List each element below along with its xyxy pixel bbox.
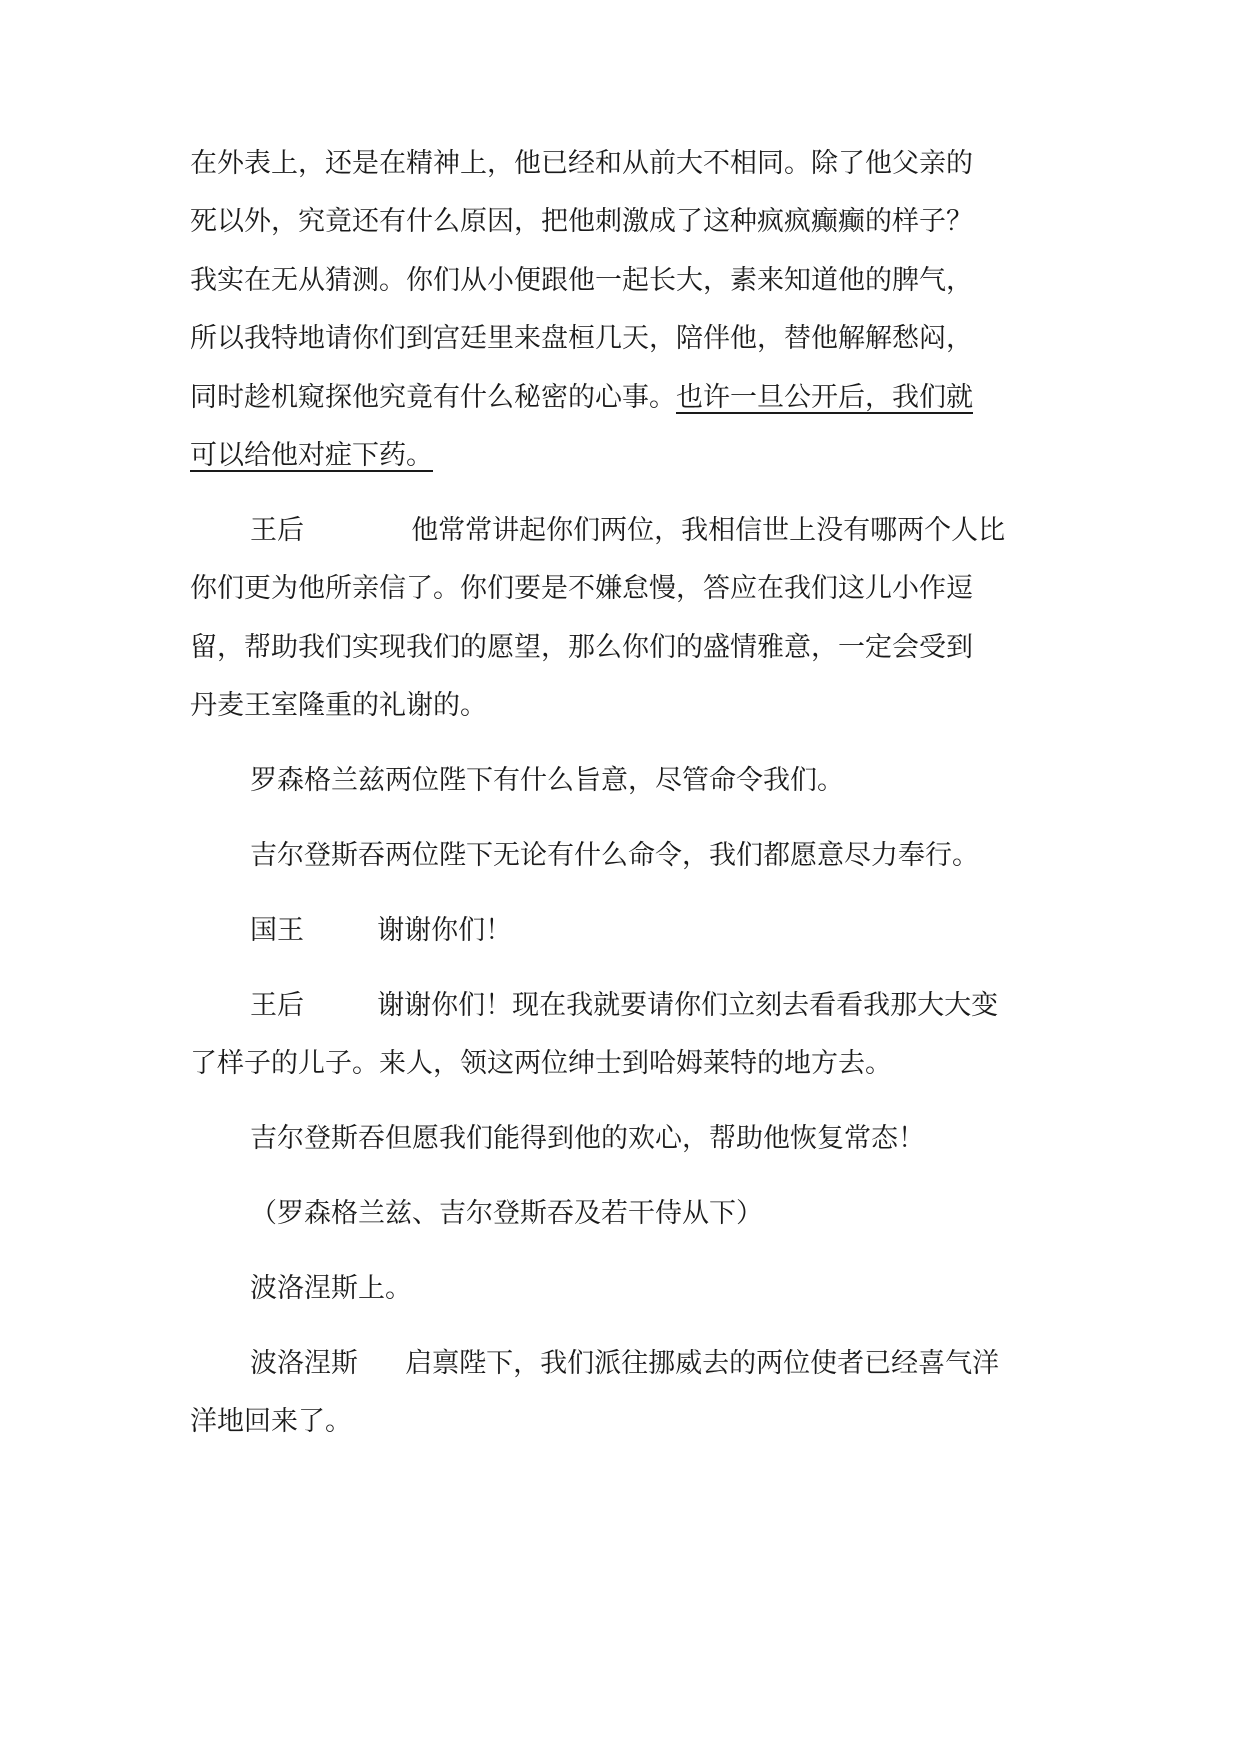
dialogue-line xyxy=(250,914,512,948)
text-line: 所以我特地请你们到宫廷里来盘桓几天，陪伴他，替他解解愁闷， xyxy=(190,323,973,354)
speech-text: 他常常讲起你们两位，我相信世上没有哪两个人比 xyxy=(411,515,1006,546)
speech-text: 两位陛下无论有什么命令，我们都愿意尽力奉行。 xyxy=(385,840,979,871)
text-line: 我实在无从猜测。你们从小便跟他一起长大，素来知道他的脾气， xyxy=(190,265,973,296)
stage-direction: 波洛涅斯上。 xyxy=(250,1273,412,1304)
underlined-text: 可以给他对症下药。 xyxy=(190,440,433,471)
text-line: 在外表上，还是在精神上，他已经和从前大不相同。除了他父亲的 xyxy=(190,148,973,179)
text-line: 丹麦王室隆重的礼谢的。 xyxy=(190,690,487,721)
speaker-name: 罗森格兰兹 xyxy=(250,765,385,796)
speech-text: 两位陛下有什么旨意，尽管命令我们。 xyxy=(385,765,844,796)
speaker-name: 王后 xyxy=(250,515,304,546)
text-line: 留，帮助我们实现我们的愿望，那么你们的盛情雅意，一定会受到 xyxy=(190,632,973,663)
text-line: 死以外，究竟还有什么原因，把他刺激成了这种疯疯癫癫的样子？ xyxy=(190,206,973,237)
dialogue-line xyxy=(250,839,979,873)
text-line: 了样子的儿子。来人，领这两位绅士到哈姆莱特的地方去。 xyxy=(190,1048,892,1079)
text-line xyxy=(190,381,973,415)
dialogue-line xyxy=(250,1122,925,1156)
speech-text: 但愿我们能得到他的欢心，帮助他恢复常态！ xyxy=(385,1123,925,1154)
text-segment: 同时趁机窥探他究竟有什么秘密的心事。 xyxy=(190,382,676,413)
speaker-name: 国王 xyxy=(250,915,304,946)
speech-text: 谢谢你们！ xyxy=(377,915,513,946)
underlined-text: 也许一旦公开后，我们就 xyxy=(676,382,973,413)
speech-text: 启禀陛下，我们派往挪威去的两位使者已经喜气洋 xyxy=(405,1348,1000,1379)
speech-text: 谢谢你们！现在我就要请你们立刻去看看我那大大变 xyxy=(377,990,999,1021)
stage-direction: （罗森格兰兹、吉尔登斯吞及若干侍从下） xyxy=(250,1198,763,1229)
text-line xyxy=(190,439,433,473)
dialogue-line xyxy=(250,1347,999,1381)
dialogue-line xyxy=(250,989,998,1023)
speaker-name: 吉尔登斯吞 xyxy=(250,1123,385,1154)
dialogue-line xyxy=(250,764,844,798)
speaker-name: 王后 xyxy=(250,990,304,1021)
dialogue-line xyxy=(250,514,1005,548)
speaker-name: 波洛涅斯 xyxy=(250,1348,358,1379)
text-line: 洋地回来了。 xyxy=(190,1406,352,1437)
text-line: 你们更为他所亲信了。你们要是不嫌怠慢，答应在我们这儿小作逗 xyxy=(190,573,973,604)
speaker-name: 吉尔登斯吞 xyxy=(250,840,385,871)
